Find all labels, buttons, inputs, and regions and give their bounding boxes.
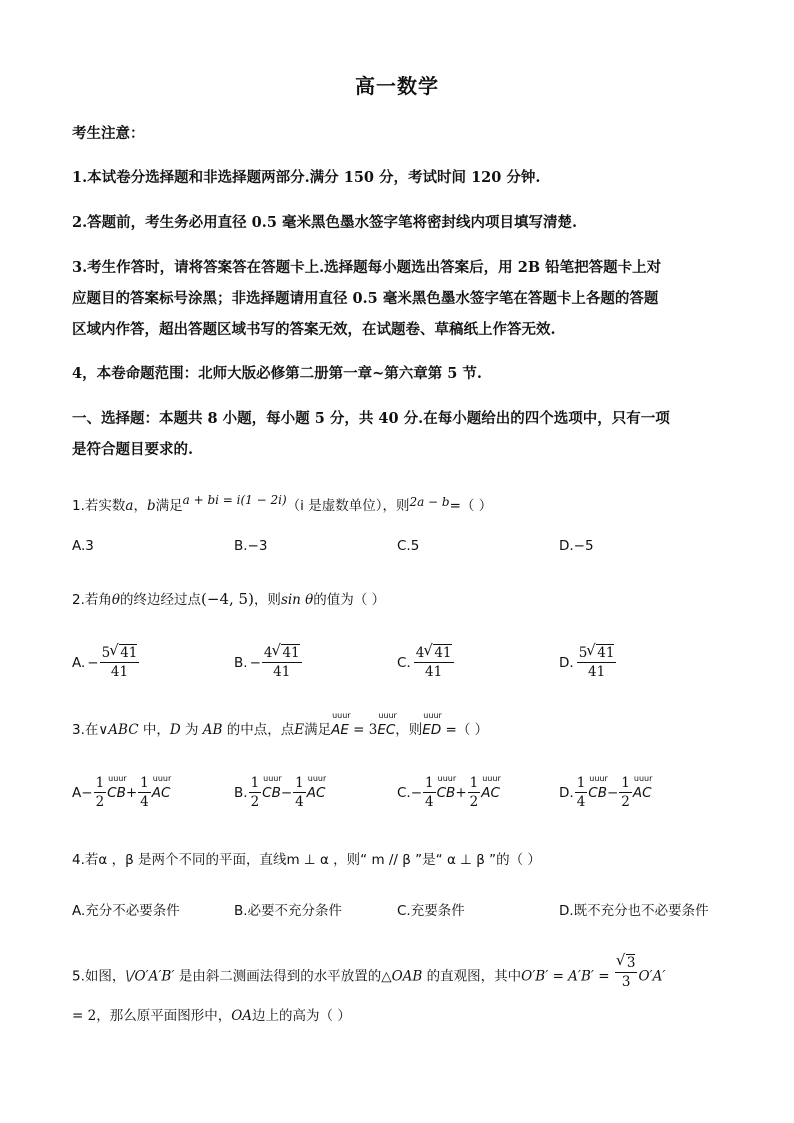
q3-c-d2: 2 — [469, 794, 479, 810]
section-heading-line-1: 一、选择题：本题共 8 小题，每小题 5 分，共 40 分.在每小题给出的四个选项中，只有一项 — [72, 410, 670, 427]
q5-triangle-oab: OAB — [391, 968, 423, 985]
q2-c-denominator: 41 — [425, 664, 443, 680]
q1-var-b: b — [146, 498, 156, 514]
q2-d-fraction — [577, 644, 617, 681]
q3-b-vector-2: uuur AC — [307, 785, 326, 801]
q3-b-n1: 1 — [250, 775, 260, 791]
q5-equation-b: O′A′ — [638, 968, 666, 985]
q2-b-fraction — [262, 644, 302, 681]
q3-d-sign-2: − — [606, 784, 619, 801]
question-4-stem: 4.若α ，β 是两个不同的平面，直线m ⊥ α ，则“ m // β ”是“ α ⊥ β ”的（ ） — [72, 852, 541, 868]
q2-c-fraction — [414, 644, 454, 681]
q3-d-frac-1 — [575, 774, 588, 811]
q5-stem-a: 5.如图， — [72, 968, 126, 985]
notice-item-3-line-3: 区域内作答，超出答题区域书写的答案无效，在试题卷、草稿纸上作答无效. — [72, 321, 556, 338]
q3-d-frac-2 — [619, 774, 632, 811]
q2-stem-d: 的值为（ ） — [313, 592, 386, 608]
q3-triangle: ∨ABC — [98, 722, 139, 738]
q3-d-label: D. — [559, 784, 574, 801]
q2-stem-c: ，则 — [253, 592, 281, 608]
q5-stem-b: 是由斜二测画法得到的水平放置的△ — [174, 968, 392, 985]
question-1-stem — [72, 494, 492, 514]
q5-fraction — [615, 954, 638, 991]
q1-option-b[interactable]: B.−3 — [234, 538, 268, 554]
section-heading-line-2: 是符合题目要求的. — [72, 441, 194, 458]
q4-option-a[interactable]: A.充分不必要条件 — [72, 903, 180, 919]
q3-a-label: A — [72, 784, 82, 801]
q3-b-sign-2: − — [280, 784, 293, 801]
q2-option-b[interactable] — [234, 644, 303, 681]
q3-point-d: D — [169, 722, 181, 738]
q3-d-n2: 1 — [621, 775, 630, 791]
q3-c-sign-1: − — [410, 784, 423, 801]
q3-option-a[interactable] — [72, 774, 170, 811]
q2-option-d[interactable] — [559, 644, 617, 681]
notice-heading: 考生注意： — [72, 125, 145, 142]
q3-a-n1: 1 — [95, 775, 105, 791]
q3-c-n2: 1 — [469, 775, 479, 791]
q2-d-denominator: 41 — [587, 664, 606, 680]
q3-cond-eq: = 3 — [348, 722, 378, 738]
q3-d-vector-1: uuur CB — [588, 785, 607, 801]
q3-tail: =（ ） — [441, 722, 489, 738]
q2-a-label: A. — [72, 654, 86, 671]
q2-d-radicand: 41 — [597, 645, 615, 661]
exam-title: 高一数学 — [355, 74, 439, 98]
q1-sep: ， — [133, 498, 147, 514]
q3-a-vector-2: uuur AC — [152, 785, 171, 801]
q2-a-fraction — [100, 644, 140, 681]
q4-option-c[interactable]: C.充要条件 — [397, 903, 465, 919]
q3-stem-e: 满足 — [304, 722, 332, 738]
q3-c-label: C. — [397, 784, 411, 801]
q3-a-frac-2 — [138, 774, 151, 811]
q3-option-d[interactable] — [559, 774, 652, 811]
q5-figure: \/O′A′B′ — [125, 968, 175, 985]
q3-c-vector-1: uuur CB — [437, 785, 456, 801]
q3-vector-ed: uuur ED — [422, 722, 441, 738]
q3-b-d1: 2 — [250, 794, 260, 810]
question-4-options — [72, 899, 732, 939]
q2-c-radicand: 41 — [434, 645, 452, 661]
q3-b-d2: 4 — [295, 794, 304, 810]
notice-item-4: 4，本卷命题范围：北师大版必修第二册第一章~第六章第 5 节. — [72, 365, 482, 382]
q3-d-n1: 1 — [576, 775, 586, 791]
question-2-stem — [72, 588, 385, 608]
q3-option-b[interactable] — [234, 774, 325, 811]
q1-option-c[interactable]: C.5 — [397, 538, 420, 554]
q1-option-d[interactable]: D.−5 — [559, 538, 594, 554]
q3-stem-d: 的中点，点 — [222, 722, 295, 738]
q3-vector-ec: uuur EC — [377, 722, 395, 738]
q2-a-radicand: 41 — [120, 645, 138, 661]
q1-var-a: a — [125, 498, 134, 514]
q3-segment-ab: AB — [202, 722, 223, 738]
q3-d-d2: 2 — [621, 794, 630, 810]
notice-item-2: 2.答题前，考生务必用直径 0.5 毫米黑色墨水签字笔将密封线内项目填写清楚. — [72, 214, 578, 231]
q2-stem-a: 2.若角 — [72, 592, 112, 608]
q3-a-frac-1 — [94, 774, 107, 811]
q3-a-d1: 2 — [95, 794, 105, 810]
q3-a-d2: 4 — [140, 794, 149, 810]
q3-c-sign-2: + — [455, 784, 467, 801]
question-1-options — [72, 538, 732, 578]
q3-c-n1: 1 — [425, 775, 434, 791]
q5-frac-radicand: 3 — [626, 955, 636, 971]
q3-b-frac-1 — [249, 774, 262, 811]
q4-option-d[interactable]: D.既不充分也不必要条件 — [559, 903, 709, 919]
q2-b-radicand: 41 — [282, 645, 300, 661]
q3-b-frac-2 — [293, 774, 306, 811]
q5-equation-a: O′B′ = A′B′ = — [521, 968, 610, 985]
q2-b-denominator: 41 — [273, 664, 291, 680]
q3-stem-b: 中， — [138, 722, 170, 738]
q3-a-vector-1: uuur CB — [107, 785, 126, 801]
q1-stem-a: 1.若实数 — [72, 498, 126, 514]
question-2-options — [72, 644, 732, 684]
q1-note: （i 是虚数单位），则 — [286, 498, 410, 514]
q3-b-label: B. — [234, 784, 248, 801]
q2-theta: θ — [111, 592, 121, 608]
q2-a-coef: 5 — [101, 645, 111, 661]
q3-a-n2: 1 — [140, 775, 149, 791]
q5-stem-c: 的直观图，其中 — [422, 968, 522, 985]
q2-b-label: B. — [234, 654, 248, 671]
q3-d-d1: 4 — [576, 794, 586, 810]
q5-segment-oa: OA — [231, 1008, 253, 1024]
q2-c-label: C. — [397, 654, 411, 671]
q3-stem-c: 为 — [180, 722, 203, 738]
q3-c-d1: 4 — [425, 794, 434, 810]
q2-a-sign: − — [87, 654, 99, 671]
q3-point-e: E — [294, 722, 305, 738]
notice-item-3-line-2: 应题目的答案标号涂黑；非选择题请用直径 0.5 毫米黑色墨水签字笔在答题卡上各题的答题 — [72, 290, 659, 307]
q3-c-frac-2 — [468, 774, 481, 811]
q5-frac-den: 3 — [621, 974, 631, 990]
q2-option-a[interactable] — [72, 644, 140, 681]
q1-equation: a + bi = i(1 − 2i) — [182, 493, 287, 507]
q2-b-sign: − — [249, 654, 261, 671]
q3-c-vector-2: uuur AC — [481, 785, 500, 801]
q2-option-c[interactable] — [397, 644, 455, 681]
q3-option-c[interactable] — [397, 774, 500, 811]
question-3-options — [72, 774, 732, 814]
q1-stem-b: 满足 — [155, 498, 183, 514]
notice-item-1: 1.本试卷分选择题和非选择题两部分.满分 150 分，考试时间 120 分钟. — [72, 169, 541, 186]
q1-option-a[interactable]: A.3 — [72, 538, 94, 554]
q3-stem-a: 3.在 — [72, 722, 99, 738]
q1-tail: =（ ） — [449, 498, 493, 514]
q2-d-label: D. — [559, 654, 574, 671]
q5-line2-b: 边上的高为（ ） — [252, 1008, 351, 1024]
q2-d-coef: 5 — [578, 645, 588, 661]
q3-d-vector-2: uuur AC — [633, 785, 652, 801]
q2-c-coef: 4 — [415, 645, 425, 661]
q3-vector-ae: uuur AE — [331, 722, 349, 738]
q3-a-sign-2: + — [125, 784, 138, 801]
q3-a-sign-1: − — [81, 784, 93, 801]
q3-stem-f: ，则 — [395, 722, 423, 738]
q2-point: (−4, 5) — [201, 590, 254, 608]
q2-b-coef: 4 — [263, 645, 273, 661]
q5-line2-a: = 2，那么原平面图形中， — [72, 1008, 232, 1024]
question-5-stem-line-2 — [72, 1004, 351, 1024]
q2-a-denominator: 41 — [110, 664, 129, 680]
question-3-stem — [72, 718, 488, 738]
q3-b-vector-1: uuur CB — [262, 785, 281, 801]
q3-b-n2: 1 — [295, 775, 304, 791]
q1-expression: 2a − b — [409, 495, 450, 509]
question-5-stem-line-1 — [72, 955, 666, 995]
q4-option-b[interactable]: B.必要不充分条件 — [234, 903, 343, 919]
q3-c-frac-1 — [423, 774, 436, 811]
q2-stem-b: 的终边经过点 — [120, 592, 202, 608]
q2-sin: sin θ — [280, 592, 314, 608]
notice-item-3-line-1: 3.考生作答时，请将答案答在答题卡上.选择题每小题选出答案后，用 2B 铅笔把答题卡上对 — [72, 259, 662, 276]
